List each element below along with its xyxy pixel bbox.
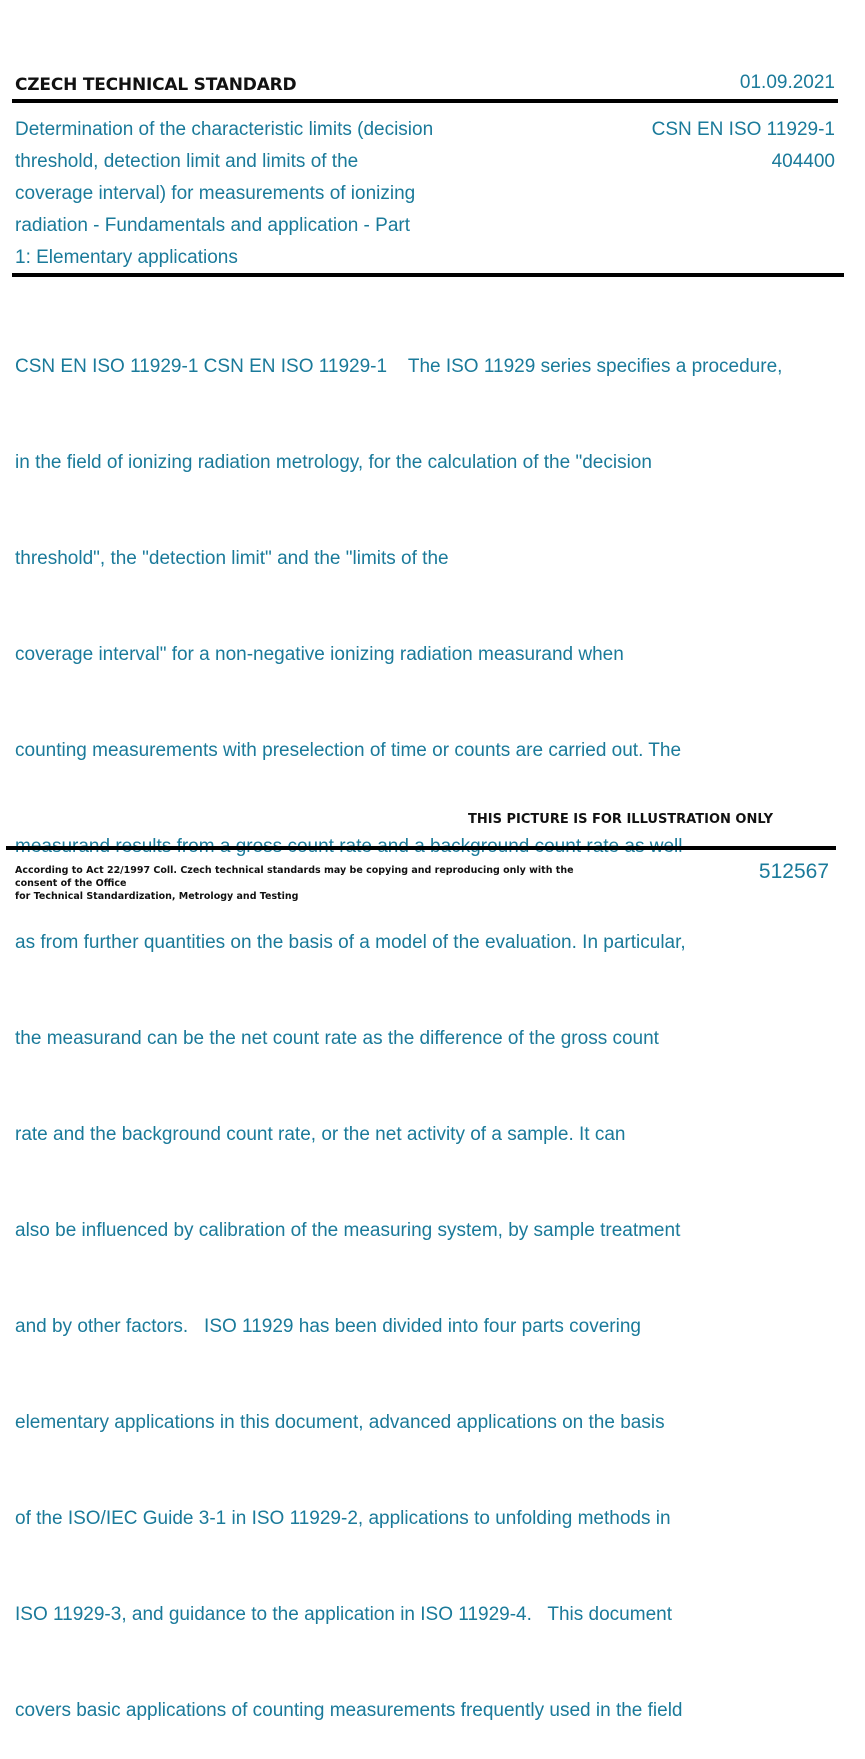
standard-number: 404400 <box>771 151 835 172</box>
title-line: Determination of the characteristic limits (decision <box>15 119 434 140</box>
abstract-line: threshold", the "detection limit" and the "limits of the <box>15 548 449 569</box>
title-line: threshold, detection limit and limits of the <box>15 151 359 172</box>
abstract-line: elementary applications in this document, advanced applications on the basis <box>15 1412 665 1433</box>
abstract-line: CSN EN ISO 11929-1 CSN EN ISO 11929-1 The ISO 11929 series specifies a procedure, <box>15 356 783 377</box>
copyright-notice <box>15 864 615 903</box>
abstract-line: in the field of ionizing radiation metrology, for the calculation of the "decision <box>15 452 652 473</box>
document-header-label: CZECH TECHNICAL STANDARD <box>15 75 297 95</box>
title-line: 1: Elementary applications <box>15 247 238 268</box>
publication-date: 01.09.2021 <box>739 72 835 93</box>
abstract-line: rate and the background count rate, or the net activity of a sample. It can <box>15 1124 626 1145</box>
abstract-line: coverage interval" for a non-negative ionizing radiation measurand when <box>15 644 624 665</box>
abstract-line: counting measurements with preselection of time or counts are carried out. The <box>15 740 682 761</box>
abstract-line: and by other factors. ISO 11929 has been divided into four parts covering <box>15 1316 641 1337</box>
abstract-line: as from further quantities on the basis of a model of the evaluation. In particular, <box>15 932 686 953</box>
catalog-number: 512567 <box>758 860 829 883</box>
abstract-line: ISO 11929-3, and guidance to the application in ISO 11929-4. This document <box>15 1604 672 1625</box>
illustration-disclaimer: THIS PICTURE IS FOR ILLUSTRATION ONLY <box>468 812 773 827</box>
standard-code: CSN EN ISO 11929-1 <box>651 119 835 140</box>
abstract-line: the measurand can be the net count rate as the difference of the gross count <box>15 1028 659 1049</box>
title-rule <box>12 273 844 277</box>
standard-identifiers <box>652 114 835 178</box>
abstract-line: of the ISO/IEC Guide 3-1 in ISO 11929-2, applications to unfolding methods in <box>15 1508 671 1529</box>
title-line: coverage interval) for measurements of ionizing <box>15 183 416 204</box>
copyright-line: for Technical Standardization, Metrology and Testing <box>15 891 299 902</box>
abstract-line: covers basic applications of counting measurements frequently used in the field <box>15 1700 683 1721</box>
copyright-line: According to Act 22/1997 Coll. Czech technical standards may be copying and reproducing only with the consent of the Office <box>15 865 574 889</box>
header-rule <box>12 99 838 103</box>
standard-abstract <box>15 287 865 1759</box>
abstract-line: also be influenced by calibration of the measuring system, by sample treatment <box>15 1220 681 1241</box>
footer-rule <box>6 846 836 850</box>
title-line: radiation - Fundamentals and application - Part <box>15 215 411 236</box>
standard-title <box>15 114 505 274</box>
